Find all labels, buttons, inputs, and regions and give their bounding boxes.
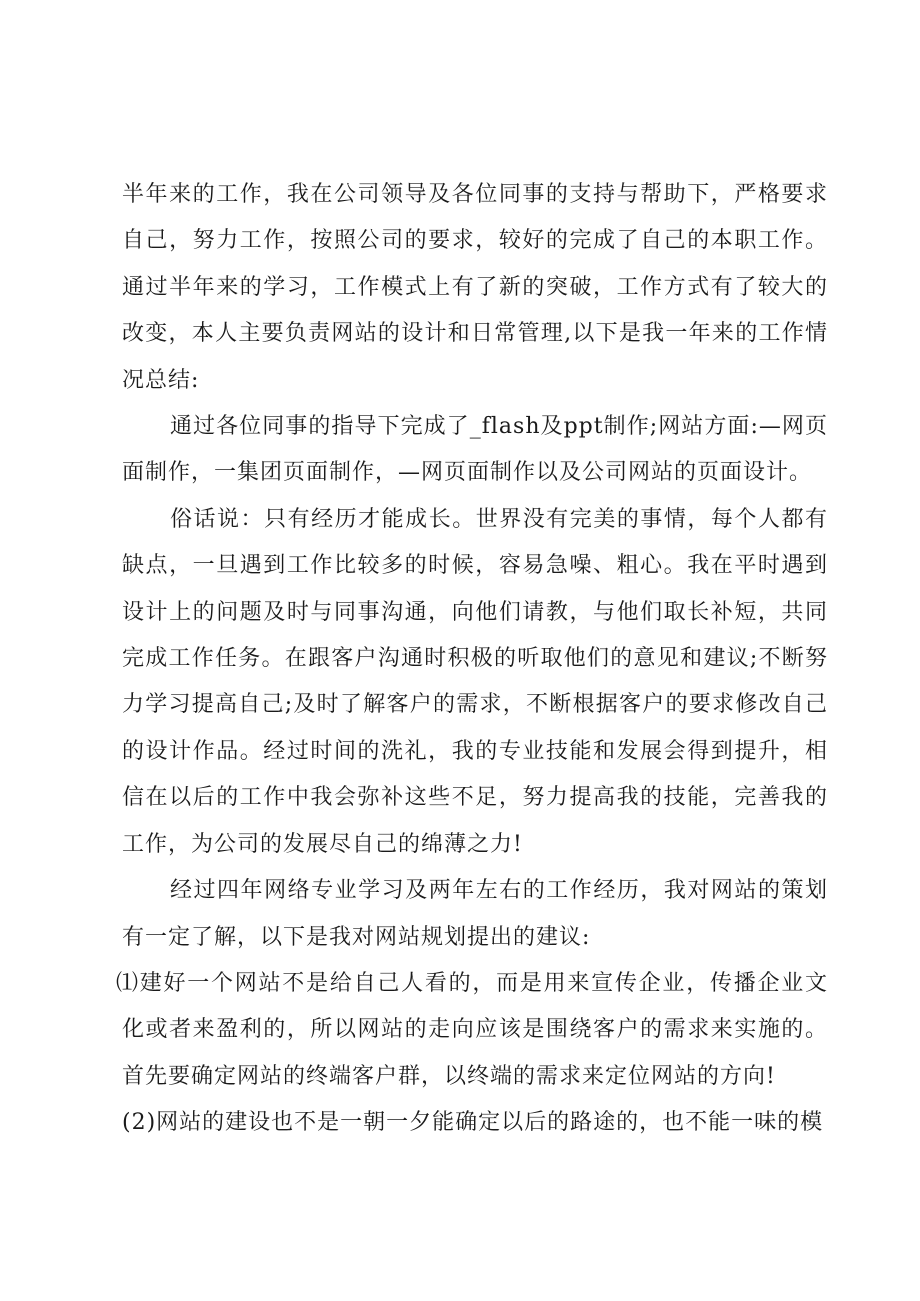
paragraph-self-reflection: 俗话说：只有经历才能成长。世界没有完美的事情，每个人都有缺点，一旦遇到工作比较多的时候，容易急噪、粗心。我在平时遇到设计上的问题及时与同事沟通，向他们请教，与他们取长补短，共同完成工作任务。在跟客户沟通时积极的听取他们的意见和建议;不断努力学习提高自己;及时了解客户的需求，不断根据客户的要求修改自己的设计作品。经过时间的洗礼，我的专业技能和发展会得到提升，相信在以后的工作中我会弥补这些不足，努力提高我的技能，完善我的工作，为公司的发展尽自己的绵薄之力! bbox=[122, 506, 828, 857]
paragraph-completed-work: 通过各位同事的指导下完成了_flash及ppt制作;网站方面:—网页面制作，一集团页面制作，—网页面制作以及公司网站的页面设计。 bbox=[122, 414, 828, 486]
paragraph-intro: 半年来的工作，我在公司领导及各位同事的支持与帮助下，严格要求自己，努力工作，按照公司的要求，较好的完成了自己的本职工作。通过半年来的学习，工作模式上有了新的突破，工作方式有了较大的改变，本人主要负责网站的设计和日常管理,以下是我一年来的工作情况总结: bbox=[122, 182, 828, 393]
list-item-suggestion-2: (2)网站的建设也不是一朝一夕能确定以后的路途的，也不能一味的模 bbox=[122, 1110, 824, 1136]
list-item-suggestion-1: ⑴建好一个网站不是给自己人看的，而是用来宣传企业，传播企业文化或者来盈利的，所以网站的走向应该是围绕客户的需求来实施的。首先要确定网站的终端客户群，以终端的需求来定位网站的方向! bbox=[116, 970, 828, 1089]
paragraph-suggestions-intro: 经过四年网络专业学习及两年左右的工作经历，我对网站的策划有一定了解，以下是我对网站规划提出的建议: bbox=[122, 878, 828, 950]
document-body bbox=[116, 172, 828, 1147]
